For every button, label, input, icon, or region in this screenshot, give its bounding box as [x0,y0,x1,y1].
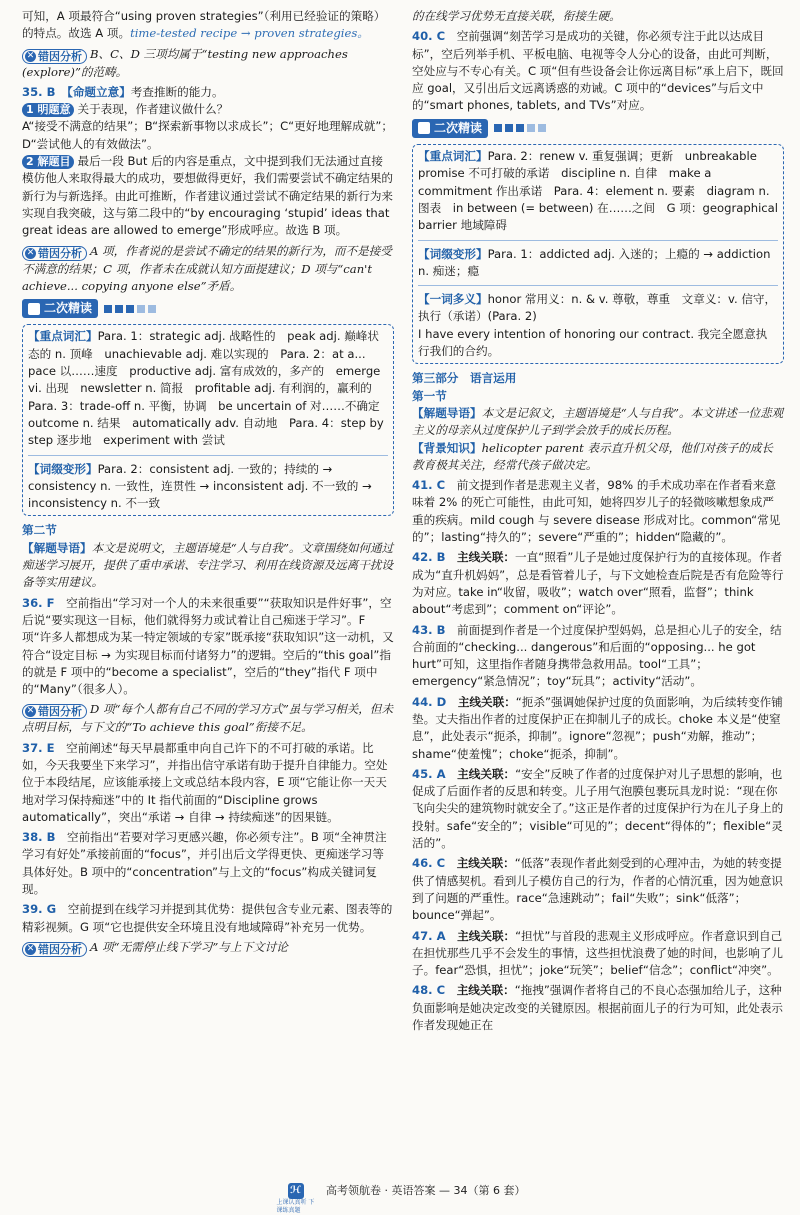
x-icon: ✕ [26,50,35,61]
intro-text: 可知，A 项最符合“using proven strategies”（利用已经验证的策略）的特点。故选 A 项。time-tested recipe → proven strategies。 [22,9,386,41]
error-analysis-badge: ✕ 错因分析 [22,49,87,64]
q44: 44. D 主线关联：“扼杀”强调她保护过度的负面影响，为后续转变作铺垫。丈夫指出作者的过度保护正在抑制儿子的成长。choke 本义是“使窒息”，此处表示“扼杀，抑制”。ignore“忽视”；push“劝解，推动”；shame“使羞愧”；choke“扼杀，抑制”。 [412,694,783,761]
word-change-text: 【词缀变形】Para. 1：addicted adj. 入迷的；上瘾的 → addiction n. 痴迷；瘾 [418,246,771,278]
left-column [22,8,394,957]
reread-box [412,144,784,364]
q40: 40. C 空前强调“刻苦学习是成功的关键，你必须专注于此以达成目标”，空后列举手机、平板电脑、电视等令人分心的设备，由此可判断，空处应与不专心有关。C 项“但有些设备会让你远离目标”承上启下，既回应 goal，又引出后文远离诱惑的劝诫。C 项中的“devices”与后文中的“smart phones, tablets, and TVs”对应。 [412,29,784,113]
q47: 47. A 主线关联：“担忧”与首段的悲观主义形成呼应。作者意识到自己在担忧那些几乎不会发生的事情，这些担忧浪费了她的时间，也影响了儿子。fear“恐惧，担忧”；joke“玩笑”；belief“信念”；conflict“冲突”。 [412,928,784,978]
q39: 39. G 空前提到在线学习并提到其优势：提供包含专业元素、图表等的精彩视频。G 项“它也提供安全环境且没有地域障碍”补充另一优势。 [22,902,393,934]
q35-header: 35. B 【命题立意】考查推断的能力。 [22,84,224,99]
guide-text: 【解题导语】本文是说明文，主题语境是“人与自我”。文章围绕如何通过痴迷学习展开，提供了重申承诺、专注学习、利用在线资源及远离干扰设备等实用建议。 [22,540,394,590]
q48: 48. C 主线关联：“拖拽”强调作者将自己的不良心态强加给儿子，这种负面影响是她决定改变的关键原因。根据前面儿子的行为可知，此处表示作者发现她正在 [412,983,784,1033]
q37: 37. E 空前阐述“每天早晨都重申向自己许下的不可打破的承诺。比如，今天我要坐下来学习”，并指出信守承诺有助于提升自律能力。空处位于本段结尾，应该能承接上文或总结本段内容，E 项“它能让你一天天地对学习保持痴迷”中的 It 指代前面的“Discipline grows automatically”，突出“承诺 → 自律 → 持续痴迷”的因果链。 [22,740,388,824]
reread-header [412,119,784,138]
reread-header [22,299,394,318]
part-3-title: 第三部分 语言运用 [412,371,517,386]
q35-options: A“接受不满意的结果”；B“探索新事物以求成长”；C“更好地理解成就”；D“尝试他人的有效做法”。 [22,119,393,151]
error-analysis-35: ✕ 错因分析 A 项，作者说的是尝试不确定的结果的新行为，而不是接受不满意的结果；C 项，作者未在成就认知方面提建议；D 项与“can't achieve... copying anyone else”矛盾。 [22,243,392,293]
q38: 38. B 空前指出“若要对学习更感兴趣，你必须专注”。B 项“全神贯注学习有好处”承接前面的“focus”，并引出后文学得更快、更痴迷学习等具体好处。B 项中的“concentration”与上文的“focus”构成关键词复现。 [22,830,387,897]
q41: 41. C 前文提到作者是悲观主义者，98% 的手术成功率在作者看来意味着 2% 的死亡可能性，由此可知，她将四岁儿子的轻微咳嗽想象成严重的疾病。mild cough 与 severe disease 形成对比。common“常见的”；lasting“持久的”；severe“严重的”；hidden“隐藏的”。 [412,478,781,545]
page-label: 高考领航卷 · 英语答案 — 34（第 6 套） [326,1184,526,1197]
q46: 46. C 主线关联：“低落”表现作者此刻受到的心理冲击，为她的转变提供了情感契机。看到儿子模仿自己的行为，作者的心情沉重，因为她意识到了问题的严重性。race“急速跳动”；fail“失败”；sink“低落”；bounce“弹起”。 [412,856,784,923]
q35-step2: 2 解题目 最后一段 But 后的内容是重点，文中提到我们无法通过直接模仿他人来取得最大的成功，要想做得更好，我们需要尝试不确定结果的新行为与新选择。由此可推断，作者建议通过尝试不确定结果的新行为来实现自我突破，这与第二段中的“by encouraging ‘stupid’ ideas that great ideas are allowed to emerge”形成呼应。故选 B 项。 [22,154,394,238]
error-analysis-34: ✕ 错因分析 B、C、D 三项均属于“testing new approaches (explore)”的范畴。 [22,46,348,79]
error-analysis-badge: ✕ 错因分析 [22,942,87,957]
reread-badge: 二次精读 [412,119,488,138]
publisher-logo [275,1183,317,1214]
decor-dots [104,305,159,313]
q36: 36. F 空前指出“学习对一个人的未来很重要”“获取知识是件好事”，空后说“要实现这一目标，他们就得努力或试着让自己痴迷于学习”。F 项“许多人都想成为某一特定领域的专家”既承接“获取知识”这一动机，又符合“设定目标 → 为实现目标而付诸努力”的逻辑。空后的“this goal”指的就是 F 项中的“become a specialist”，空后的“they”指代 F 项中的“Many”（很多人）。 [22,595,394,697]
q43: 43. B 前面提到作者是一个过度保护型妈妈，总是担心儿子的安全，结合前面的“checking... dangerous”和后面的“opposing... he got hurt”可知，这里指作者随身携带急救用品。tool“工具”；emergency“紧急情况”；toy“玩具”；activity“活动”。 [412,622,782,689]
background-text: 【背景知识】helicopter parent 表示直升机父母，他们对孩子的成长教育极其关注，经常代孩子做决定。 [412,440,774,472]
x-icon: ✕ [26,706,35,717]
reread-badge: 二次精读 [22,299,98,318]
vocab-text: 【重点词汇】Para. 1：strategic adj. 战略性的 peak adj. 巅峰状态的 n. 顶峰 unachievable adj. 难以实现的 Para. 2：at a... pace 以……速度 productive adj. 富有成效的，多产的 emerge vi. 出现 newsletter n. 简报 profitable adj. 有利润的，赢利的 Para. 3：trade-off n. 平衡，协调 be uncertain of 对……不确定 outcome n. 结果 automatically adv. 自动地 Para. 4：step by step 逐步地 experiment with 尝试 [28,329,392,448]
error-analysis-36: ✕ 错因分析 D 项“每个人都有自己不同的学习方式”虽与学习相关，但未点明目标，与下文的“To achieve this goal”衔接不足。 [22,702,394,735]
section-2-title: 第二节 [22,523,57,538]
step-badge: 1 明题意 [22,103,74,117]
q45: 45. A 主线关联：“安全”反映了作者的过度保护对儿子思想的影响，也促成了后面作者的反思和转变。儿子用气泡膜包裹玩具龙时说：“现在你飞向尖尖的建筑物时就安全了。”这正是作者的过度保护行为在儿子身上的投射。safe“安全的”；visible“可见的”；decent“得体的”；flexible“灵活的”。 [412,766,784,851]
logo-text: 上课认真听 下课练真题 [276,1199,315,1214]
q35-step1: 1 明题意 关于表现，作者建议做什么？ [22,101,394,118]
q39-continuation: 的在线学习优势无直接关联，衔接生硬。 [412,9,621,23]
step-badge: 2 解题目 [22,155,74,169]
polysemy-text: 【一词多义】honor 常用义：n. & v. 尊敬，尊重 文章义：v. 信守，执行（承诺）(Para. 2) [418,292,777,324]
page-footer [0,1182,800,1214]
polysemy-example: I have every intention of honoring our contract. 我完全愿意执行我们的合约。 [418,326,768,359]
logo-icon: ℋ [288,1183,304,1199]
reread-box [22,324,394,516]
word-change-text: 【词缀变形】Para. 2：consistent adj. 一致的；持续的 → consistency n. 一致性，连贯性 → inconsistent adj. 不一致的 → inconsistency n. 不一致 [28,461,372,511]
book-icon [418,122,430,134]
guide-text: 【解题导语】本文是记叙文，主题语境是“人与自我”。本文讲述一位悲观主义的母亲从过度保护儿子到学会放手的成长历程。 [412,405,784,438]
x-icon: ✕ [26,247,35,258]
right-column [412,8,784,1034]
error-analysis-badge: ✕ 错因分析 [22,704,87,719]
q42: 42. B 主线关联：一直“照看”儿子是她过度保护行为的直接体现。作者成为“直升机妈妈”，总是看管着儿子，与下文她检查后院是否有危险等行为对应。take in“收留，吸收”；watch over“照看，监督”；think about“考虑到”；comment on“评论”。 [412,550,784,617]
book-icon [28,303,40,315]
x-icon: ✕ [26,943,35,954]
section-1-title: 第一节 [412,388,447,403]
decor-dots [494,124,549,132]
error-analysis-badge: ✕ 错因分析 [22,246,87,261]
vocab-text: 【重点词汇】Para. 2：renew v. 重复强调；更新 unbreakable promise 不可打破的承诺 discipline n. 自律 make a commitment 作出承诺 Para. 4：element n. 要素 diagram n. 图表 in between (= between) 在……之间 G 项：geographical barrier 地域障碍 [418,149,778,233]
error-analysis-39: ✕ 错因分析 A 项“无需停止线下学习”与上下文讨论 [22,939,394,957]
